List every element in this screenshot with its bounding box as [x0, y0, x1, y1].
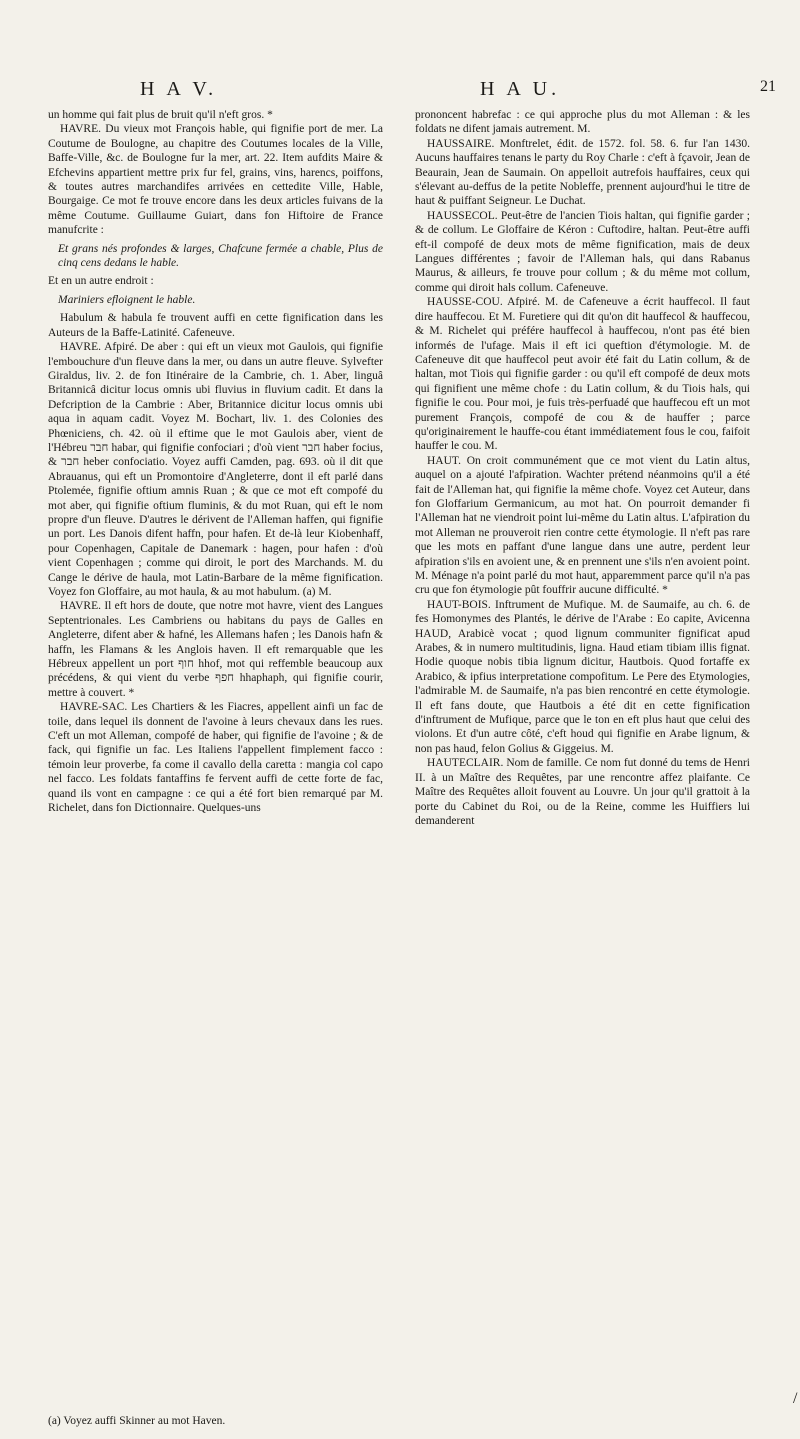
entry-havre-septentrional: HAVRE. Il eft hors de doute, que notre mot havre, vient des Langues Septentrionales. Les Cambriens ou habitans du pays de Galles en Angleterre, difent aber & hafné, les Allemans hafen ; les Danois hafn & haffn, les Flamans & les Anglois haven. Il eft remarquable que les Hébreux appellent un port חוף hhof, mot qui reffemble beaucoup aux précédens, & qui vient du verbe חפף hhaphaph, qui fignifie courir, mettre à couvert. * — [48, 600, 383, 699]
left-column — [48, 108, 383, 1428]
entry-havre-hable: HAVRE. Du vieux mot François hable, qui fignifie port de mer. La Coutume de Boulogne, au chapitre des Coutumes locales de la Ville, Baffe-Ville, &c. de Boulogne fur la mer, art. 22. Item aufdits Maire & Efchevins appartient mettre prix fur fel, grains, vins, harencs, poiffons, & toutes autres marchandifes arrivées en cettedite Ville, Hable, Bourgaige. Ce mot fe trouve encore dans les deux articles fuivans de la même Coutume. Guillaume Guiart, dans fon Hiftoire de France manufcrite : — [48, 123, 383, 237]
verse-quote: Et grans nés profondes & larges, Chafcune fermée a chable, Plus de cinq cens dedans le hable. — [58, 242, 383, 270]
page-number: 21 — [760, 78, 776, 95]
entry-continuation: un homme qui fait plus de bruit qu'il n'eft gros. * — [48, 109, 273, 121]
running-head-left: H A V. — [140, 78, 218, 100]
entry-continuation-right: prononcent habrefac : ce qui approche plus du mot Alleman : & les foldats ne difent jamais autrement. M. — [415, 109, 750, 136]
entry-haut-bois: HAUT-BOIS. Inftrument de Mufique. M. de Saumaife, au ch. 6. de fes Homonymes des Plantés, le dérive de l'Arabe : Eo capite, Avicenna HAUD, Arabicè vocat ; quod lignum communiter fignificat apud Arabes, & in numero multitudinis, ligna. Haud etiam tibiam illis fignat. Hodie quoque nobis tibia lignum dicitur, Hautbois. Quod fortaffe ex Arabico, & ipfius interpretatione compofitum. Le Pere des Etymologies, l'admirable M. de Saumaife, n'a pas bien rencontré en cette étymologie. Il eft fans doute, que Hautbois a été dit en cette fignification d'inftrument de Mufique, parce que le ton en eft plus haut que celui des violons. Et d'un autre côté, c'eft houd qui fignifie en Arabe lignum, & non pas haud, felon Golius & Giggeius. M. — [415, 598, 750, 755]
footnote: (a) Voyez auffi Skinner au mot Haven. — [48, 1414, 226, 1427]
right-column — [415, 108, 750, 1428]
entry-haussecol: HAUSSECOL. Peut-être de l'ancien Tiois haltan, qui fignifie garder ; & de collum. Le Gloffaire de Kéron : Cuftodire, haltan. Peut-être auffi eft-il compofé de deux mots de même fignification, mais de deux Langues différentes ; favoir de l'Alleman hals, qui dans Rabanus Maurus, & ailleurs, fe trouve pour collum ; & du même mot collum, comme qui diroit hals collum. Cafeneuve. — [415, 209, 750, 294]
running-head-right: H A U. — [480, 78, 561, 100]
entry-text: Et en un autre endroit : — [48, 275, 154, 288]
entry-hausse-cou: HAUSSE-COU. Afpiré. M. de Cafeneuve a écrit hauffecol. Il faut dire hauffecou. Et M. Furetiere qui dit qu'on dit hauffecol & hauffecou, & M. Richelet qui préfére hauffecol à hauffecou, n'ont pas été bien informés de l'ufage. Mais il eft ici queftion d'étymologie. M. de Cafeneuve dit que hauffecol peut avoir été fait du Latin collum, & de haltan, mot Tiois qui fignifie garder : ou qu'il eft compofé de deux mots qui fignifient une même chofe : du Latin collum, & du Tiois hals, qui fignifie le cou. Pour moi, je fuis très-perfuadé que hauffecou eft un mot purement François, compofé de cou & de hauffer ; parce qu'originairement le hauffe-cou étant immédiatement fous le cou, faifoit hauffer le cou. M. — [415, 296, 750, 453]
entry-havre-aber: HAVRE. Afpiré. De aber : qui eft un vieux mot Gaulois, qui fignifie l'embouchure d'un fleuve dans la mer, ou dans un autre fleuve. Sylvefter Giraldus, liv. 2. de fon Itinéraire de la Cambrie, ch. 1. Aber, linguâ Britannicâ dicitur locus omnis ubi fluvius in fluvium cadit. Et dans la Defcription de la Cambrie : Aber, Britannice dicitur locus omnis ubi aqua in aquam cadit. Voyez M. Bochart, liv. 1. des Colonies des Phœniciens, ch. 42. où il eftime que le mot Gaulois aber, vient de l'Hébreu חבר habar, qui fignifie confociari ; d'où vient חבר haber focius, & חבר heber confociatio. Voyez auffi Camden, pag. 693. où il dit que Abrauanus, qui eft un Promontoire d'Angleterre, dont il eft parlé dans Ptolemée, fignifie oftium amnis Ruan ; & que ce mot eft compofé du mot aber, qui fignifie oftium fluminis, & du mot Ruan, qui eft le nom propre d'un fleuve. D'autres le dérivent de l'Alleman haffen, qui fignifie un port. Les Danois difent haffn, pour hafen. Et de-là leur Kiobenhaff, pour Copenhagen, Capitale de Danemark : hagen, pour hafen : d'où vient Copenhagen ; comme qui diroit, le port des Marchands. M. du Cange le dérive de haula, mot Latin-Barbare de la même fignification. Voyez fon Gloffaire, au mot haula, & au mot habulum. (a) M. — [48, 341, 383, 598]
entry-habulum: Habulum & habula fe trouvent auffi en cette fignification dans les Auteurs de la Baffe-Latinité. Cafeneuve. — [48, 312, 383, 339]
entry-havre-sac: HAVRE-SAC. Les Chartiers & les Fiacres, appellent ainfi un fac de toile, dans lequel ils donnent de l'avoine à leurs chevaux dans les rues. C'eft un mot Alleman, compofé de haber, qui fignifie de l'avoine ; & de fack, qui fignifie un fac. Les Italiens l'appellent fimplement facco : témoin leur proverbe, fa come il cavallo della caretta : mangia col capo nel facco. Les foldats fantaffins fe fervent auffi de cette forte de fac, quand ils vont en campagne : ce qui a été fort bien remarqué par M. Richelet, dans fon Dictionnaire. Quelques-uns — [48, 701, 383, 815]
entry-haussaire: HAUSSAIRE. Monftrelet, édit. de 1572. fol. 58. 6. fur l'an 1430. Aucuns hauffaires tenans le party du Roy Charle : c'eft à fçavoir, Jean de Beaurain, Jean de Saumain. On appelloit autrefois hauffaires, ceux qui s'élevant au-deffus de la petite Nobleffe, prennent aujourd'hui le titre de haut & puiffant Seigneur. Le Duchat. — [415, 137, 750, 208]
footer-mark: / — [793, 1390, 798, 1407]
verse-quote-2: Mariniers efloignent le hable. — [58, 293, 196, 306]
entry-haut: HAUT. On croit communément que ce mot vient du Latin altus, auquel on a ajouté l'afpiration. Wachter prétend néanmoins qu'il a été fait de l'Alleman hat, qui fignifie la même chofe. Voyez cet Auteur, dans fon Gloffarium Germanicum, au mot hat. On pourroit demander fi l'Alleman hat ne viendroit point lui-même du Latin altus. L'afpiration du mot Alleman ne prouveroit rien contre cette étymologie. Il n'eft pas rare que les mots en paffant d'une langue dans une autre, perdent leur afpiration s'ils en avoient une, & en prennent une s'ils n'en avoient point. M. Ménage n'a point parlé du mot haut, apparemment parce qu'il n'a pas cru que fon étymologie pût fouffrir aucune difficulté. * — [415, 454, 750, 597]
entry-hauteclair: HAUTECLAIR. Nom de famille. Ce nom fut donné du tems de Henri II. à un Maître des Requêtes, par une rencontre affez plaifante. Ce Maître des Requêtes alloit fouvent au Louvre. Un jour qu'il grattoit à la porte du Cabinet du Roi, ou de la Reine, comme les Huiffiers lui demanderent — [415, 757, 750, 827]
